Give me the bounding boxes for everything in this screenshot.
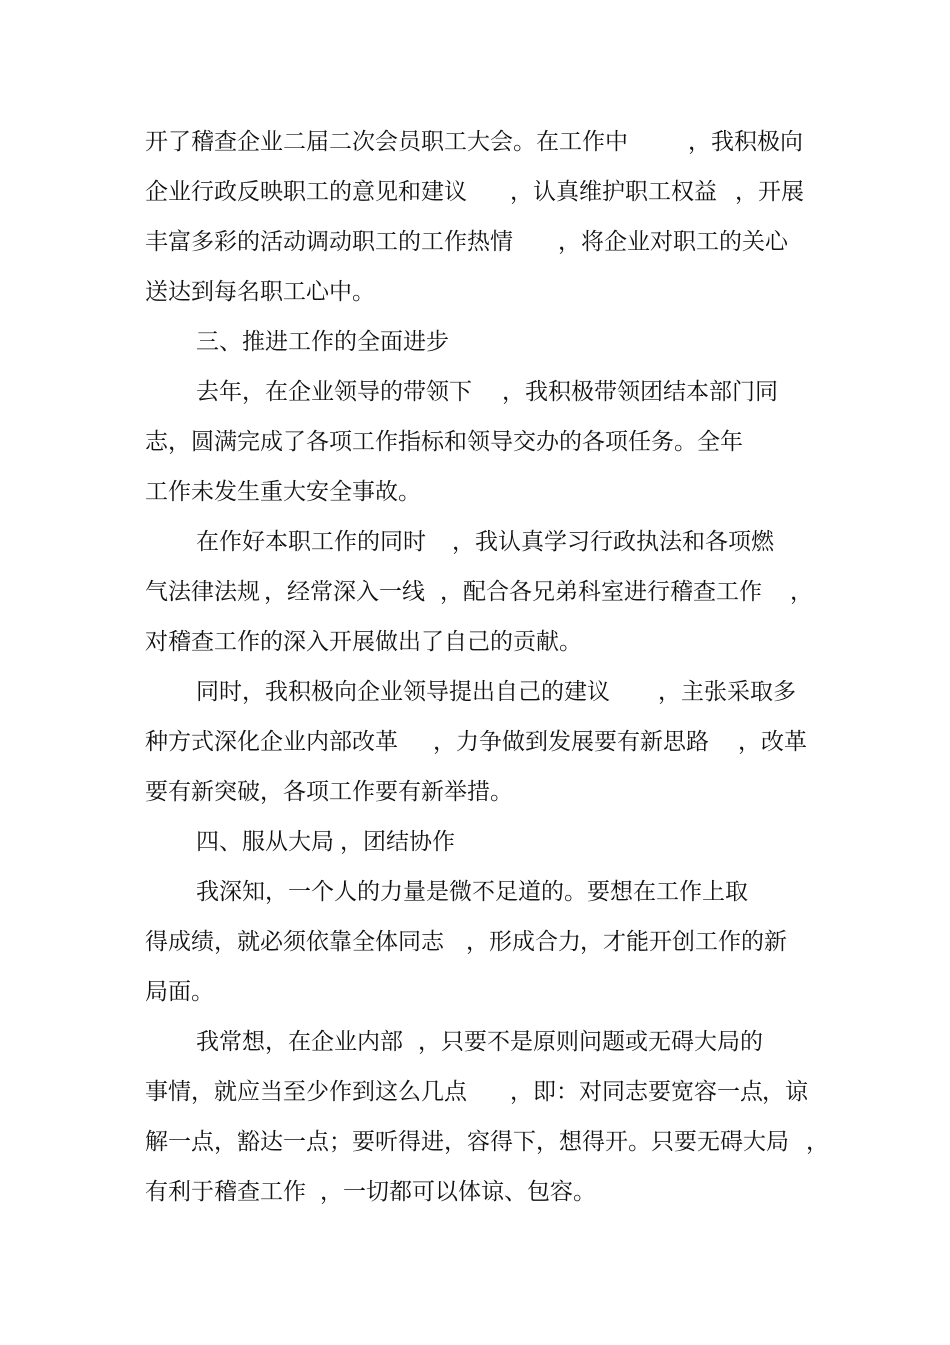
text-line: ，谅 [762,1079,808,1105]
text-line: ，即：对同志要宽容一点 [510,1079,763,1105]
text-line: 得成绩，就必须依靠全体同志 [145,929,444,955]
text-line: ，主张采取多 [658,679,796,705]
text-line: 种方式深化企业内部改革 [145,729,398,755]
text-line: 对稽查工作的深入开展做出了自己的贡献。 [145,629,582,655]
text-line: 企业行政反映职工的意见和建议 [145,179,467,205]
text-line: ，我积极带领团结本部门同 [502,379,778,405]
text-line: 丰富多彩的活动调动职工的工作热情 [145,229,513,255]
text-line: ，我积极向 [688,129,803,155]
text-line: 送达到每名职工心中。 [145,279,375,305]
text-line: 局面。 [145,979,214,1005]
text-line: ，将企业对职工的关心 [558,229,788,255]
text-line: 我深知，一个人的力量是微不足道的。要想在工作上取 [196,879,748,905]
text-line: ，改革 [738,729,807,755]
text-line: 气法律法规 [145,579,260,605]
text-line: ，认真维护职工权益 [510,179,717,205]
text-line: ，形成合力 [466,929,581,955]
text-line: ，经常深入一线 [264,579,425,605]
text-line: 有利于稽查工作 [145,1179,306,1205]
text-line: 我常想，在企业内部 [196,1029,403,1055]
text-line: 事情，就应当至少作到这么几点 [145,1079,467,1105]
text-line: 工作未发生重大安全事故。 [145,479,421,505]
text-line: 开了稽查企业二届二次会员职工大会。在工作中 [145,129,628,155]
text-line: ，力争做到发展要有新思路 [433,729,709,755]
section-heading: 四、服从大局 [196,829,334,855]
text-line: ，只要不是原则问题或无碍大局的 [418,1029,763,1055]
text-line: 解一点，豁达一点；要听得进，容得下，想得开。只要无碍大局 [145,1129,789,1155]
text-line: 要有新突破 [145,779,260,805]
section-heading: ，团结协作 [340,829,455,855]
text-line: ，开展 [735,179,804,205]
text-line: ，各项工作要有新举措。 [260,779,513,805]
text-line: ，配合各兄弟科室进行稽查工作 [440,579,762,605]
section-heading: 三、推进工作的全面进步 [196,329,449,355]
text-line: ， [790,579,813,605]
text-line: 志，圆满完成了各项工作指标和领导交办的各项任务。全年 [145,429,743,455]
text-line: ，一切都可以体谅、包容。 [320,1179,596,1205]
text-line: ， [806,1129,829,1155]
text-line: ，我认真学习行政执法和各项燃 [452,529,774,555]
text-line: ，才能开创工作的新 [580,929,787,955]
text-line: 在作好本职工作的同时 [196,529,426,555]
text-line: 同时，我积极向企业领导提出自己的建议 [196,679,610,705]
text-line: 去年，在企业领导的带领下 [196,379,472,405]
